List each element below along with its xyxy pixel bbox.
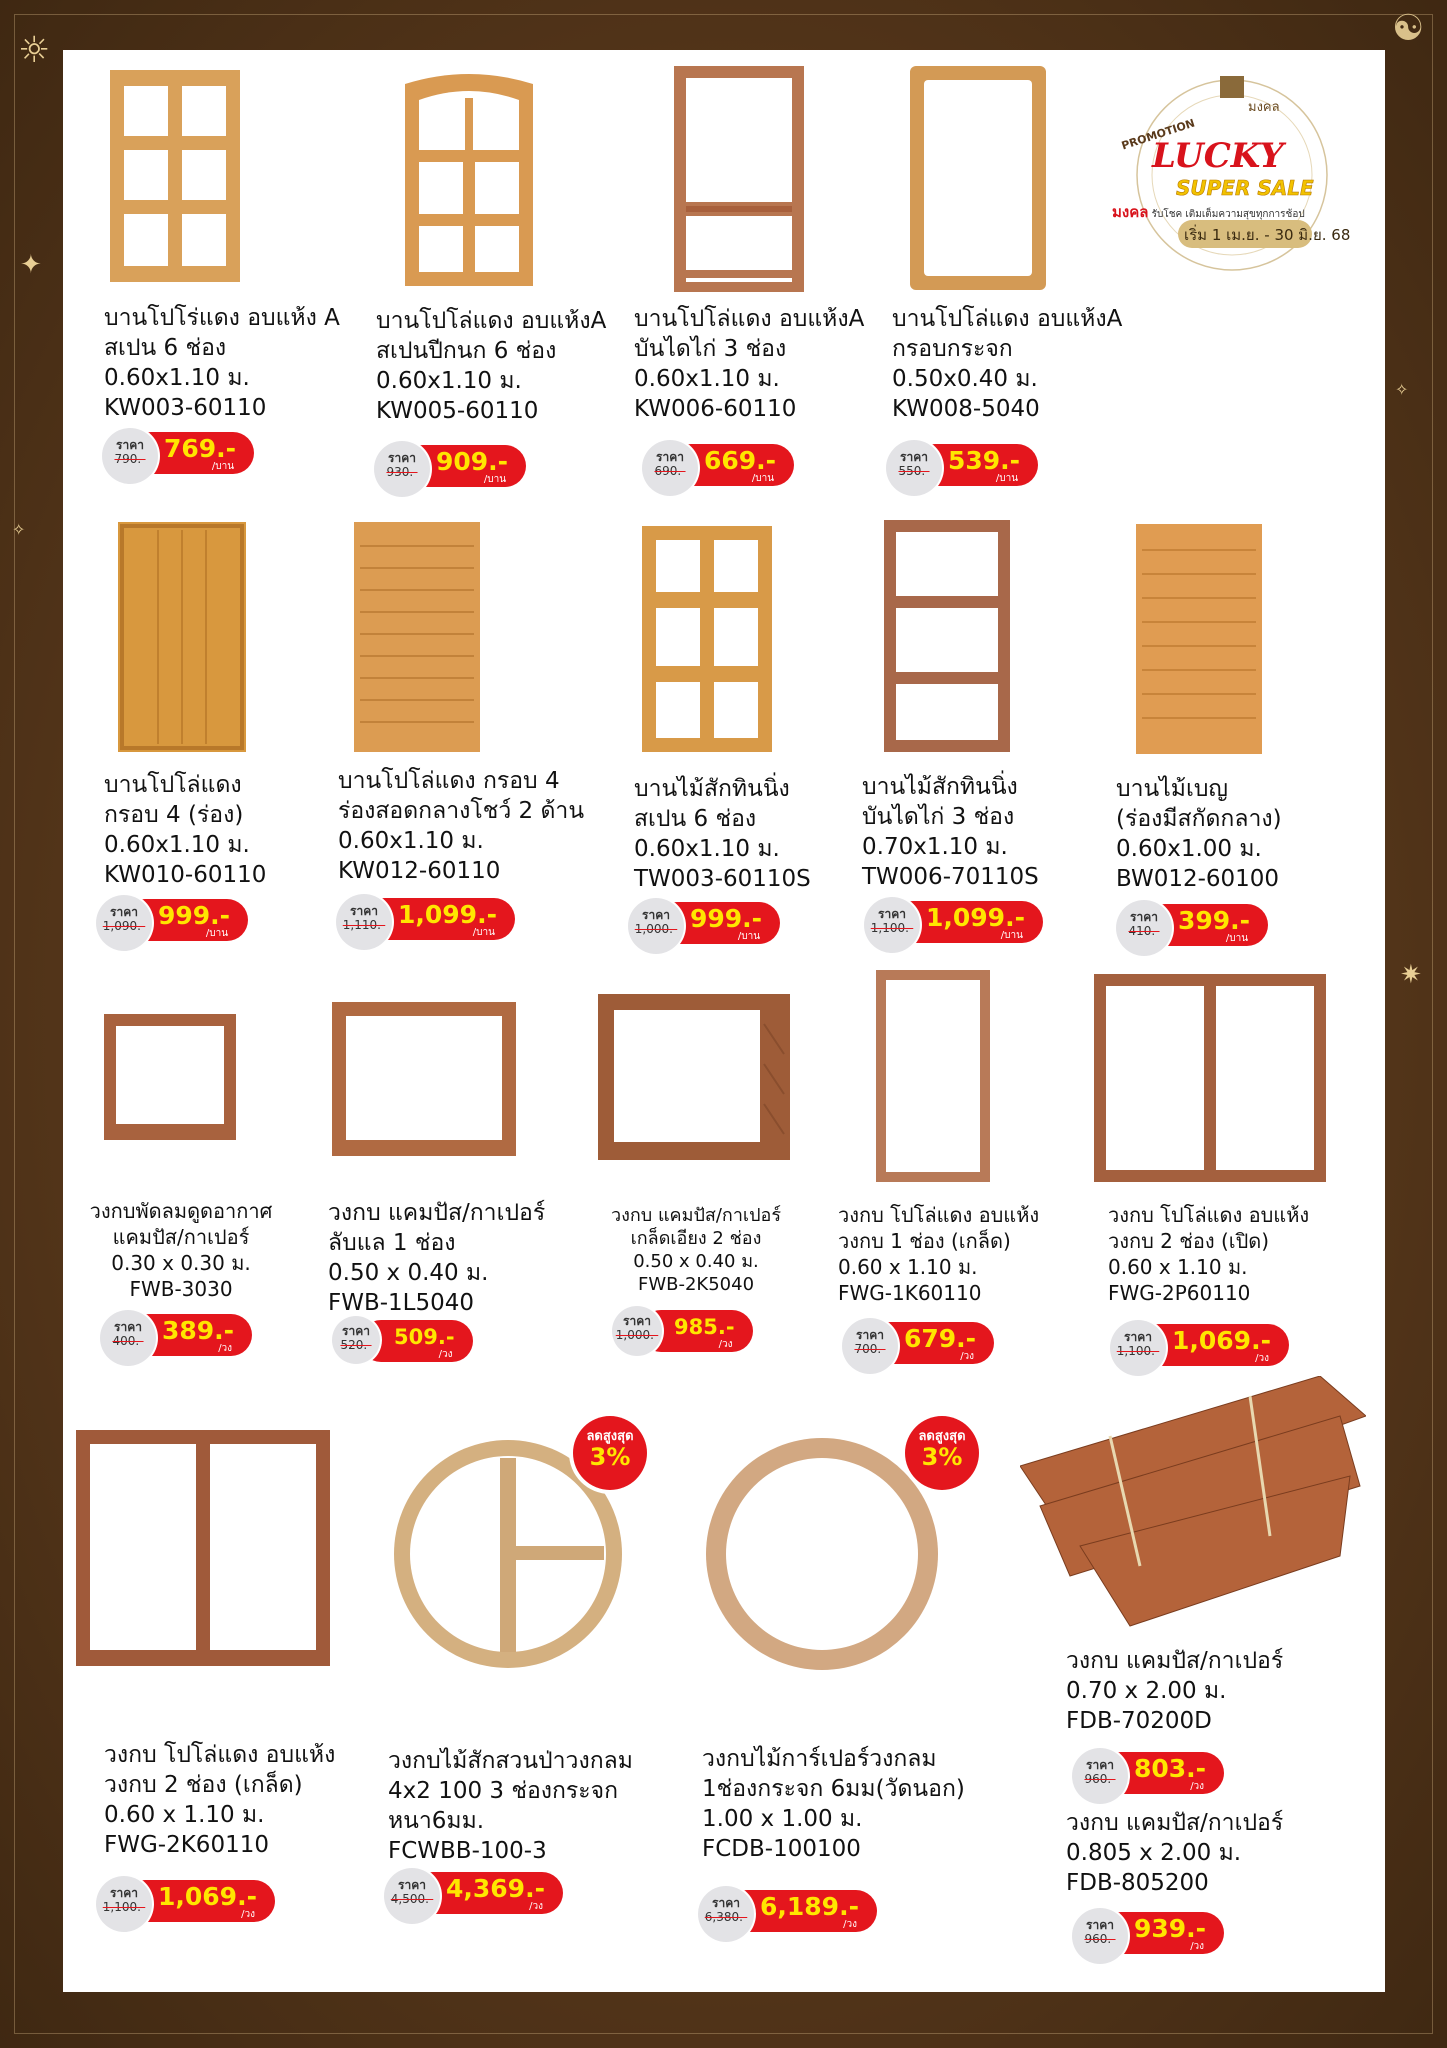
- product-info: [388, 1746, 633, 1866]
- sale-price-value: 1,069.-: [1172, 1326, 1271, 1355]
- price-unit: /วง: [438, 1349, 453, 1360]
- product-subtitle: (ร่องมีสกัดกลาง): [1116, 806, 1282, 832]
- product-info: [634, 774, 811, 894]
- price-label: ราคา: [712, 1896, 740, 1910]
- sale-price-value: 679.-: [904, 1324, 977, 1353]
- old-price: 410.-: [1128, 924, 1160, 938]
- old-price-badge: [842, 1318, 898, 1374]
- product-info: [892, 304, 1122, 424]
- sale-price-value: 389.-: [162, 1316, 235, 1345]
- product-info: [104, 1740, 335, 1860]
- product-code: KW010-60110: [104, 862, 267, 888]
- discount-value: 3%: [921, 1443, 963, 1471]
- product-subtitle: วงกบ 2 ช่อง (เกล็ด): [104, 1772, 303, 1798]
- sale-price-value: 1,099.-: [926, 903, 1025, 932]
- product-subtitle: เกล็ดเอียง 2 ช่อง: [630, 1228, 762, 1249]
- product-code: FWG-1K60110: [838, 1281, 982, 1305]
- price-unit: /วง: [1255, 1353, 1269, 1364]
- round-frame-1-slot-image: [702, 1434, 942, 1674]
- old-price-badge: [102, 428, 158, 484]
- old-price: 1,000.-: [615, 1328, 659, 1342]
- price-label: ราคา: [856, 1328, 884, 1342]
- product-size: หนา6มม.: [388, 1808, 485, 1834]
- price-label: ราคา: [110, 905, 138, 919]
- product-info: [338, 766, 584, 886]
- old-price: 930.-: [386, 465, 418, 479]
- product-subtitle: กรอบ 4 (ร่อง): [104, 802, 244, 828]
- product-info: [76, 1198, 286, 1302]
- product-name: วงกบไม้สักสวนป่าวงกลม: [388, 1748, 633, 1774]
- product-info: [104, 303, 340, 423]
- product-name: บานโปโล่แดง: [104, 772, 242, 798]
- product-subtitle: ลับแล 1 ช่อง: [328, 1230, 456, 1256]
- product-info: [634, 304, 864, 424]
- product-code: KW012-60110: [338, 858, 501, 884]
- window-sash-3-panel-image: [674, 66, 804, 292]
- price-unit: /บาน: [1225, 933, 1249, 944]
- sale-price-value: 399.-: [1178, 906, 1251, 935]
- frame-2-slot-louver-image: [76, 1430, 330, 1666]
- old-price-badge: [374, 441, 430, 497]
- old-price: 960.-: [1084, 1772, 1116, 1786]
- promo-slogan: [1112, 200, 1352, 224]
- old-price: 790.-: [114, 452, 146, 466]
- price-unit: /บาน: [472, 927, 495, 938]
- product-name: วงกบพัดลมดูดอากาศ: [89, 1199, 273, 1223]
- teak-sash-3-panel-image: [884, 520, 1010, 752]
- louver-frame-image: [332, 1002, 516, 1156]
- product-size: 0.60x1.10 ม.: [104, 365, 250, 391]
- old-price: 960.-: [1084, 1932, 1116, 1946]
- price-unit: /บาน: [483, 474, 507, 485]
- product-info: [328, 1198, 545, 1318]
- price-unit: /วง: [960, 1351, 975, 1362]
- product-size: 0.60 x 1.10 ม.: [838, 1255, 978, 1279]
- product-code: BW012-60100: [1116, 866, 1280, 892]
- product-code: FWB-1L5040: [328, 1290, 475, 1316]
- product-name: วงกบ แคมปัส/กาเปอร์: [328, 1200, 546, 1226]
- product-code: FWB-2K5040: [637, 1274, 755, 1295]
- star-icon: ✷: [1400, 960, 1422, 990]
- yin-yang-icon: ☯: [1392, 8, 1425, 49]
- sale-price-value: 985.-: [674, 1315, 735, 1339]
- sale-price-value: 999.-: [690, 904, 763, 933]
- product-info: [1066, 1808, 1283, 1898]
- old-price-badge: [336, 894, 392, 950]
- frame-1-slot-image: [876, 970, 990, 1182]
- price-label: ราคา: [1124, 1330, 1152, 1344]
- sale-price-value: 509.-: [394, 1325, 455, 1349]
- product-name: วงกบ โปโล่แดง อบแห้ง: [1108, 1203, 1310, 1227]
- old-price: 1,090.-: [102, 919, 146, 933]
- product-subtitle: ร่องสอดกลางโชว์ 2 ด้าน: [338, 798, 585, 824]
- teak-sash-6-panel-image: [642, 526, 772, 752]
- sale-price-value: 669.-: [704, 446, 777, 475]
- product-size: 0.60x1.10 ม.: [634, 366, 780, 392]
- slatted-panel-sash-image: [354, 522, 480, 752]
- old-price-badge: [628, 898, 684, 954]
- solid-panel-sash-image: [118, 522, 246, 752]
- sale-price-value: 6,189.-: [760, 1892, 859, 1921]
- product-size: 0.50 x 0.40 ม.: [633, 1251, 759, 1272]
- star-icon: ✧: [1395, 380, 1409, 399]
- product-code: FWG-2K60110: [104, 1832, 269, 1858]
- old-price-badge: [612, 1306, 662, 1356]
- product-size: 0.70 x 2.00 ม.: [1066, 1678, 1227, 1704]
- product-info: [104, 770, 266, 890]
- product-size: 0.50 x 0.40 ม.: [328, 1260, 489, 1286]
- product-size: 0.60x1.00 ม.: [1116, 836, 1262, 862]
- price-unit: /วง: [241, 1909, 255, 1920]
- sale-price-value: 769.-: [164, 434, 237, 463]
- price-label: ราคา: [642, 908, 670, 922]
- price-unit: /บาน: [751, 473, 775, 484]
- old-price-badge: [1072, 1908, 1128, 1964]
- product-name: วงกบ แคมปัส/กาเปอร์: [611, 1205, 781, 1226]
- product-size: 1.00 x 1.00 ม.: [702, 1806, 863, 1832]
- old-price: 1,100.-: [1116, 1344, 1160, 1358]
- product-name: บานโปโล่แดง อบแห้งA: [892, 306, 1123, 332]
- sale-price-value: 909.-: [436, 447, 509, 476]
- old-price: 1,110.-: [342, 918, 386, 932]
- price-label: ราคา: [114, 1320, 142, 1334]
- promotion-label: PROMOTION: [1119, 116, 1197, 153]
- product-subtitle: 1ช่องกระจก 6มม(วัดนอก): [702, 1776, 965, 1802]
- price-label: ราคา: [350, 904, 378, 918]
- price-unit: /วง: [1190, 1781, 1205, 1792]
- window-sash-6-panel-image: [110, 70, 240, 282]
- product-name: บานโปโล่แดง กรอบ 4: [338, 768, 560, 794]
- product-subtitle: กรอบกระจก: [892, 336, 1013, 362]
- old-price-badge: [1110, 1320, 1166, 1376]
- product-code: TW006-70110S: [862, 864, 1039, 890]
- price-unit: /บาน: [737, 931, 761, 942]
- product-name: บานไม้สักทินนิ่ง: [634, 776, 790, 802]
- price-unit: /บาน: [1000, 930, 1023, 941]
- product-subtitle: วงกบ 2 ช่อง (เปิด): [1108, 1229, 1270, 1253]
- product-info: [376, 306, 606, 426]
- price-label: ราคา: [878, 907, 906, 921]
- product-subtitle: สเปน 6 ช่อง: [634, 806, 757, 832]
- price-unit: /วง: [529, 1901, 543, 1912]
- price-label: ราคา: [1086, 1918, 1114, 1932]
- price-unit: /วง: [843, 1919, 857, 1930]
- product-code: FCWBB-100-3: [388, 1838, 547, 1864]
- product-info: [592, 1204, 800, 1296]
- product-code: KW006-60110: [634, 396, 797, 422]
- product-size: 0.60x1.10 ม.: [376, 368, 522, 394]
- product-code: FDB-70200D: [1066, 1708, 1212, 1734]
- frame-2-slot-open-image: [1094, 974, 1326, 1182]
- product-size: 0.50x0.40 ม.: [892, 366, 1038, 392]
- old-price-badge: [100, 1310, 156, 1366]
- product-code: FWG-2P60110: [1108, 1281, 1251, 1305]
- sale-price-value: 939.-: [1134, 1914, 1207, 1943]
- product-subtitle: แคมปัส/กาเปอร์: [112, 1225, 250, 1249]
- product-code: FCDB-100100: [702, 1836, 861, 1862]
- product-name: บานไม้สักทินนิ่ง: [862, 774, 1018, 800]
- product-size: 0.60 x 1.10 ม.: [1108, 1255, 1248, 1279]
- lumber-stack-image: [1020, 1376, 1366, 1638]
- old-price: 550.-: [898, 464, 930, 478]
- sale-price-value: 539.-: [948, 446, 1021, 475]
- price-unit: /วง: [218, 1343, 233, 1354]
- old-price-badge: [332, 1316, 380, 1364]
- product-info: [838, 1202, 1039, 1306]
- price-unit: /วง: [718, 1339, 733, 1350]
- product-subtitle: 4x2 100 3 ช่องกระจก: [388, 1778, 619, 1804]
- old-price: 690.-: [654, 464, 686, 478]
- price-label: ราคา: [1086, 1758, 1114, 1772]
- star-icon: ✧: [12, 520, 26, 539]
- product-code: FDB-805200: [1066, 1870, 1209, 1896]
- product-subtitle: สเปนปีกนก 6 ช่อง: [376, 338, 557, 364]
- price-label: ราคา: [1130, 910, 1158, 924]
- product-code: KW005-60110: [376, 398, 539, 424]
- old-price-badge: [96, 1876, 152, 1932]
- old-price: 4,500.-: [390, 1892, 434, 1906]
- product-size: 0.60x1.10 ม.: [634, 836, 780, 862]
- slanted-louver-frame-image: [598, 994, 790, 1160]
- old-price: 520.-: [340, 1338, 372, 1352]
- old-price: 400.-: [112, 1334, 144, 1348]
- price-unit: /บาน: [205, 928, 229, 939]
- promo-dates: เริ่ม 1 เม.ย. - 30 มิ.ย. 68: [1184, 226, 1351, 244]
- product-name: วงกบ โปโล่แดง อบแห้ง: [838, 1203, 1040, 1227]
- product-size: 0.60 x 1.10 ม.: [104, 1802, 265, 1828]
- old-price-badge: [642, 440, 698, 496]
- product-code: KW003-60110: [104, 395, 267, 421]
- product-info: [1108, 1202, 1309, 1306]
- promotion-logo: [1112, 70, 1352, 280]
- old-price-badge: [698, 1886, 754, 1942]
- slogan-brand: มงคล: [1112, 203, 1149, 221]
- sale-price-value: 999.-: [158, 901, 231, 930]
- product-subtitle: บันไดไก่ 3 ช่อง: [862, 804, 1015, 830]
- sale-price-value: 4,369.-: [446, 1874, 545, 1903]
- product-code: FWB-3030: [129, 1277, 233, 1301]
- discount-value: 3%: [589, 1443, 631, 1471]
- star-icon: ✦: [20, 250, 42, 280]
- sale-price-value: 1,099.-: [398, 900, 497, 929]
- benge-panel-sash-image: [1136, 524, 1262, 754]
- price-unit: /บาน: [995, 473, 1019, 484]
- old-price-badge: [1072, 1748, 1128, 1804]
- product-name: วงกบ แคมปัส/กาเปอร์: [1066, 1648, 1284, 1674]
- product-subtitle: สเปน 6 ช่อง: [104, 335, 227, 361]
- brand-name: มงคล: [1248, 100, 1280, 115]
- product-size: 0.60x1.10 ม.: [338, 828, 484, 854]
- discount-badge: [905, 1416, 979, 1490]
- price-label: ราคา: [116, 438, 144, 452]
- product-subtitle: วงกบ 1 ช่อง (เกล็ด): [838, 1229, 1011, 1253]
- discount-badge: [573, 1416, 647, 1490]
- product-subtitle: บันไดไก่ 3 ช่อง: [634, 336, 787, 362]
- lucky-title: LUCKY: [1152, 136, 1284, 176]
- old-price: 700.-: [854, 1342, 886, 1356]
- product-size: 0.70x1.10 ม.: [862, 834, 1008, 860]
- sun-icon: ☼: [18, 30, 51, 71]
- price-label: ราคา: [623, 1314, 651, 1328]
- super-sale-title: SUPER SALE: [1176, 176, 1314, 200]
- price-label: ราคา: [388, 451, 416, 465]
- slogan-text: รับโชค เติมเต็มความสุขทุกการช้อป: [1151, 209, 1305, 220]
- product-name: วงกบ แคมปัส/กาเปอร์: [1066, 1810, 1284, 1836]
- sale-price-value: 803.-: [1134, 1754, 1207, 1783]
- old-price-badge: [886, 440, 942, 496]
- discount-label: ลดสูงสุด: [586, 1429, 634, 1444]
- product-size: 0.60x1.10 ม.: [104, 832, 250, 858]
- old-price: 1,000.-: [634, 922, 678, 936]
- price-label: ราคา: [398, 1878, 426, 1892]
- old-price-badge: [384, 1868, 440, 1924]
- old-price-badge: [864, 897, 920, 953]
- product-name: บานโปโร่แดง อบแห้ง A: [104, 305, 340, 331]
- glass-frame-sash-image: [910, 66, 1046, 290]
- fan-frame-image: [104, 1014, 236, 1140]
- price-unit: /บาน: [211, 461, 235, 472]
- product-info: [702, 1744, 965, 1864]
- price-label: ราคา: [900, 450, 928, 464]
- product-info: [862, 772, 1039, 892]
- old-price-badge: [96, 895, 152, 951]
- product-info: [1116, 774, 1282, 894]
- product-name: บานโปโล่แดง อบแห้งA: [634, 306, 865, 332]
- product-name: บานโปโล่แดง อบแห้งA: [376, 308, 607, 334]
- product-info: [1066, 1646, 1283, 1736]
- product-code: KW008-5040: [892, 396, 1040, 422]
- old-price: 1,100.-: [870, 921, 914, 935]
- product-code: TW003-60110S: [634, 866, 811, 892]
- price-label: ราคา: [342, 1324, 370, 1338]
- product-name: วงกบไม้การ์เปอร์วงกลม: [702, 1746, 937, 1772]
- sale-price-value: 1,069.-: [158, 1882, 257, 1911]
- discount-label: ลดสูงสุด: [918, 1429, 966, 1444]
- old-price: 1,100.-: [102, 1900, 146, 1914]
- product-size: 0.30 x 0.30 ม.: [111, 1251, 251, 1275]
- product-name: บานไม้เบญ: [1116, 776, 1229, 802]
- window-sash-arched-image: [405, 70, 533, 286]
- old-price: 6,380.-: [704, 1910, 748, 1924]
- product-name: วงกบ โปโล่แดง อบแห้ง: [104, 1742, 336, 1768]
- old-price-badge: [1116, 900, 1172, 956]
- price-label: ราคา: [110, 1886, 138, 1900]
- price-unit: /วง: [1190, 1941, 1205, 1952]
- price-label: ราคา: [656, 450, 684, 464]
- product-size: 0.805 x 2.00 ม.: [1066, 1840, 1242, 1866]
